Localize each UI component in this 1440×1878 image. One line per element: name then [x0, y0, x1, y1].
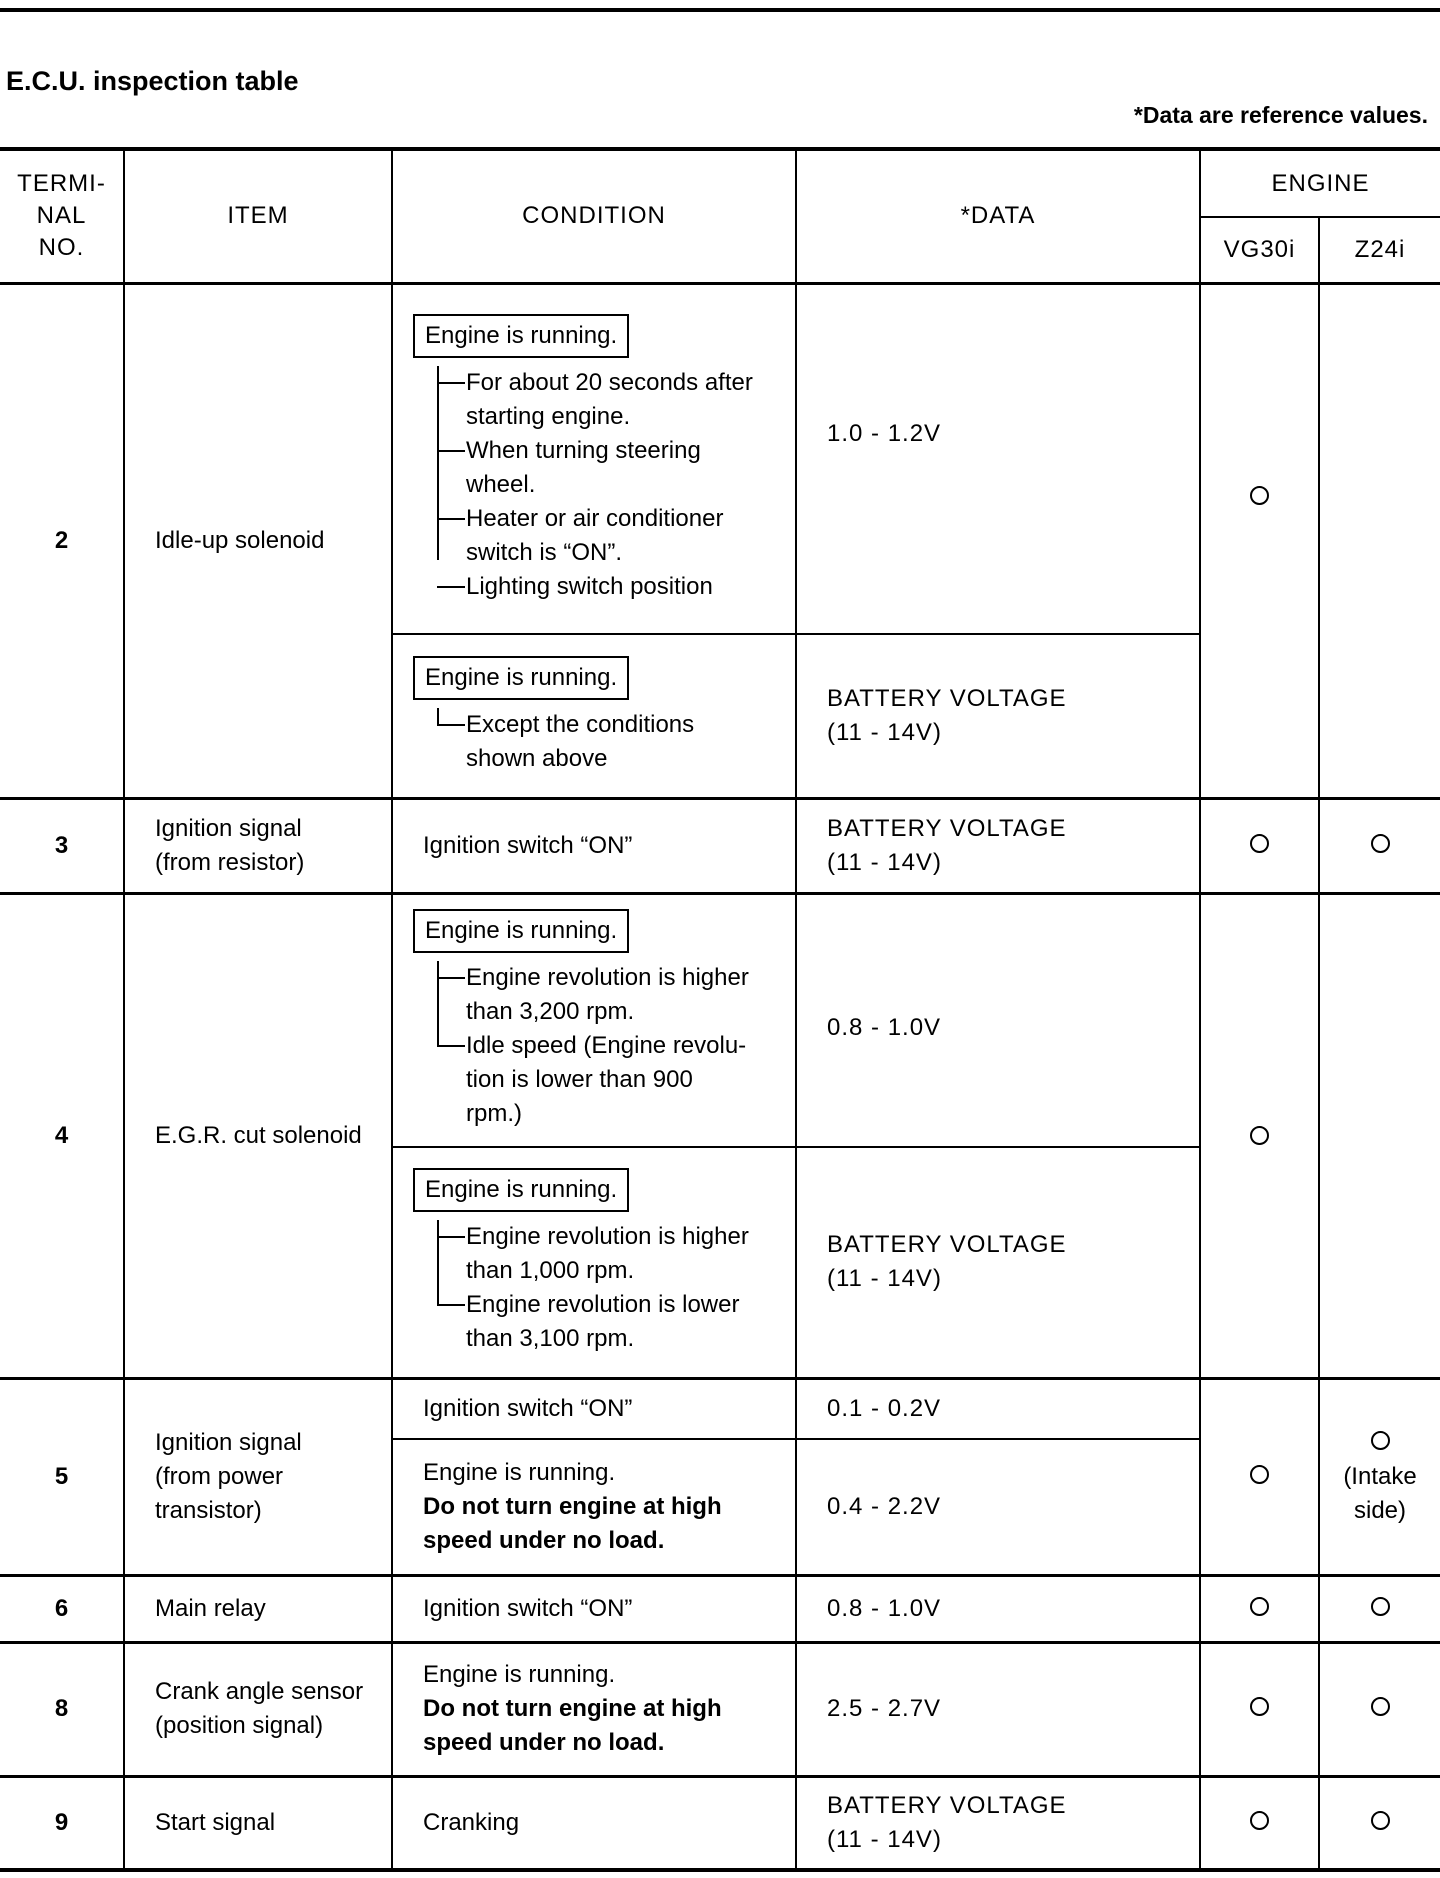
applicable-circle-icon — [1371, 1431, 1390, 1450]
sub-condition-line: than 3,200 rpm. — [466, 998, 635, 1026]
sub-condition-line: starting engine. — [466, 402, 631, 430]
terminal-number: 6 — [0, 1575, 124, 1642]
condition-box-label: Engine is running. — [413, 656, 629, 700]
item-name — [124, 1378, 392, 1575]
data-line: BATTERY VOLTAGE — [827, 1231, 1067, 1259]
z24i-note-line: side) — [1353, 1496, 1407, 1524]
sub-condition-line: When turning steering — [466, 436, 701, 464]
sub-condition — [466, 366, 795, 434]
item-name: E.G.R. cut solenoid — [124, 893, 392, 1378]
item-line: Ignition signal — [155, 1428, 302, 1456]
data-line: BATTERY VOLTAGE — [827, 814, 1067, 842]
top-rule — [0, 8, 1440, 12]
sub-condition-line: Idle speed (Engine revolu- — [466, 1032, 747, 1060]
item-line: (from resistor) — [155, 848, 305, 876]
applicable-circle-icon — [1250, 1465, 1269, 1484]
sub-condition — [466, 1220, 795, 1288]
data-value: 0.1 - 0.2V — [796, 1378, 1200, 1439]
vg30i-mark — [1200, 1575, 1319, 1642]
condition-box-label: Engine is running. — [413, 1168, 629, 1212]
table-row — [0, 893, 1440, 1147]
condition-box-label: Engine is running. — [413, 909, 629, 953]
sub-condition-line: Engine revolution is higher — [466, 1223, 749, 1251]
page-title: E.C.U. inspection table — [6, 66, 299, 96]
vg30i-mark — [1200, 1776, 1319, 1870]
applicable-circle-icon — [1250, 1597, 1269, 1616]
item-name: Idle-up solenoid — [124, 283, 392, 798]
applicable-circle-icon — [1250, 486, 1269, 505]
vg30i-mark — [1200, 283, 1319, 798]
vg30i-mark — [1200, 1378, 1319, 1575]
sub-condition — [466, 1288, 795, 1356]
data-value — [796, 634, 1200, 798]
vg30i-mark — [1200, 1642, 1319, 1776]
sub-condition-line: rpm.) — [466, 1100, 522, 1128]
table-row — [0, 1642, 1440, 1776]
condition-line: Engine is running. — [423, 1458, 616, 1486]
table-row — [0, 1378, 1440, 1439]
condition-cell — [392, 893, 796, 1147]
data-line: (11 - 14V) — [827, 718, 942, 746]
sub-condition-line: wheel. — [466, 470, 536, 498]
condition-text: Ignition switch “ON” — [392, 1378, 796, 1439]
condition-box-label: Engine is running. — [413, 314, 629, 358]
applicable-circle-icon — [1371, 1697, 1390, 1716]
condition-text: Cranking — [392, 1776, 796, 1870]
item-name — [124, 798, 392, 893]
sub-condition-line: shown above — [466, 744, 608, 772]
data-line: BATTERY VOLTAGE — [827, 1791, 1067, 1819]
condition-warning-line: speed under no load. — [423, 1729, 665, 1756]
sub-condition-line: than 3,100 rpm. — [466, 1325, 635, 1353]
condition-cell — [392, 1642, 796, 1776]
condition-cell — [392, 634, 796, 798]
item-line: Crank angle sensor — [155, 1678, 364, 1705]
terminal-number: 4 — [0, 893, 124, 1378]
item-line: (from power — [155, 1462, 284, 1490]
bracket-line — [437, 366, 439, 560]
sub-condition-line: Heater or air conditioner — [466, 504, 724, 532]
item-line: Ignition signal — [155, 814, 302, 842]
z24i-mark — [1319, 798, 1440, 893]
header-engine-vg30i: VG30i — [1200, 217, 1319, 283]
vg30i-mark — [1200, 798, 1319, 893]
data-value — [796, 798, 1200, 893]
table-row — [0, 798, 1440, 893]
applicable-circle-icon — [1250, 834, 1269, 853]
header-terminal — [0, 149, 124, 283]
condition-warning-line: speed under no load. — [423, 1526, 665, 1554]
z24i-mark — [1319, 1575, 1440, 1642]
sub-condition — [466, 570, 795, 604]
data-value — [796, 1776, 1200, 1870]
condition-warning-line: Do not turn engine at high — [423, 1695, 722, 1722]
data-line: (11 - 14V) — [827, 848, 942, 876]
header-item: ITEM — [124, 149, 392, 283]
sub-condition — [466, 961, 795, 1029]
condition-text: Ignition switch “ON” — [392, 1575, 796, 1642]
condition-cell — [392, 283, 796, 634]
data-value: 0.8 - 1.0V — [796, 1575, 1200, 1642]
sub-condition — [466, 708, 795, 776]
data-value — [796, 1147, 1200, 1378]
applicable-circle-icon — [1250, 1697, 1269, 1716]
header-terminal-line: NAL — [36, 202, 87, 230]
item-name — [124, 1642, 392, 1776]
reference-note: *Data are reference values. — [1133, 102, 1428, 128]
sub-condition — [466, 434, 795, 502]
z24i-mark — [1319, 893, 1440, 1378]
z24i-mark — [1319, 1776, 1440, 1870]
applicable-circle-icon — [1250, 1811, 1269, 1830]
table-row — [0, 1776, 1440, 1870]
condition-warning-line: Do not turn engine at high — [423, 1492, 722, 1520]
terminal-number: 3 — [0, 798, 124, 893]
sub-condition — [466, 1029, 795, 1131]
applicable-circle-icon — [1250, 1126, 1269, 1145]
sub-condition-line: Lighting switch position — [466, 572, 713, 600]
item-name: Start signal — [124, 1776, 392, 1870]
terminal-number: 5 — [0, 1378, 124, 1575]
terminal-number: 9 — [0, 1776, 124, 1870]
data-line: (11 - 14V) — [827, 1825, 942, 1853]
z24i-mark — [1319, 1378, 1440, 1575]
sub-condition — [466, 502, 795, 570]
bracket-line — [437, 708, 439, 725]
data-value: 0.8 - 1.0V — [796, 893, 1200, 1147]
table-row — [0, 283, 1440, 634]
data-line: BATTERY VOLTAGE — [827, 684, 1067, 712]
header-terminal-line: TERMI- — [17, 170, 106, 198]
terminal-number: 8 — [0, 1642, 124, 1776]
z24i-note-line: (Intake — [1343, 1462, 1417, 1490]
z24i-mark — [1319, 1642, 1440, 1776]
ecu-inspection-table — [0, 147, 1440, 1872]
condition-text: Ignition switch “ON” — [392, 798, 796, 893]
item-line: transistor) — [155, 1496, 262, 1524]
data-value: 1.0 - 1.2V — [796, 283, 1200, 634]
item-line: (position signal) — [155, 1712, 324, 1739]
sub-condition-line: For about 20 seconds after — [466, 368, 753, 396]
header-engine-z24i: Z24i — [1319, 217, 1440, 283]
bracket-line — [437, 961, 439, 1046]
item-name: Main relay — [124, 1575, 392, 1642]
applicable-circle-icon — [1371, 1597, 1390, 1616]
condition-line: Engine is running. — [423, 1661, 616, 1688]
sub-condition-line: switch is “ON”. — [466, 538, 622, 566]
vg30i-mark — [1200, 893, 1319, 1378]
data-line: (11 - 14V) — [827, 1265, 942, 1293]
sub-condition-line: Engine revolution is higher — [466, 964, 749, 992]
sub-condition-line: tion is lower than 900 — [466, 1066, 693, 1094]
table-row — [0, 1575, 1440, 1642]
terminal-number: 2 — [0, 283, 124, 798]
applicable-circle-icon — [1371, 834, 1390, 853]
bracket-line — [437, 1220, 439, 1305]
data-value: 0.4 - 2.2V — [796, 1439, 1200, 1575]
header-terminal-line: NO. — [38, 234, 85, 262]
sub-condition-line: Engine revolution is lower — [466, 1291, 740, 1319]
header-condition: CONDITION — [392, 149, 796, 283]
condition-cell — [392, 1439, 796, 1575]
sub-condition-line: Except the conditions — [466, 710, 695, 738]
header-engine: ENGINE — [1200, 149, 1440, 217]
sub-condition-line: than 1,000 rpm. — [466, 1257, 635, 1285]
header-data: *DATA — [796, 149, 1200, 283]
data-value: 2.5 - 2.7V — [796, 1642, 1200, 1776]
z24i-mark — [1319, 283, 1440, 798]
applicable-circle-icon — [1371, 1811, 1390, 1830]
condition-cell — [392, 1147, 796, 1378]
